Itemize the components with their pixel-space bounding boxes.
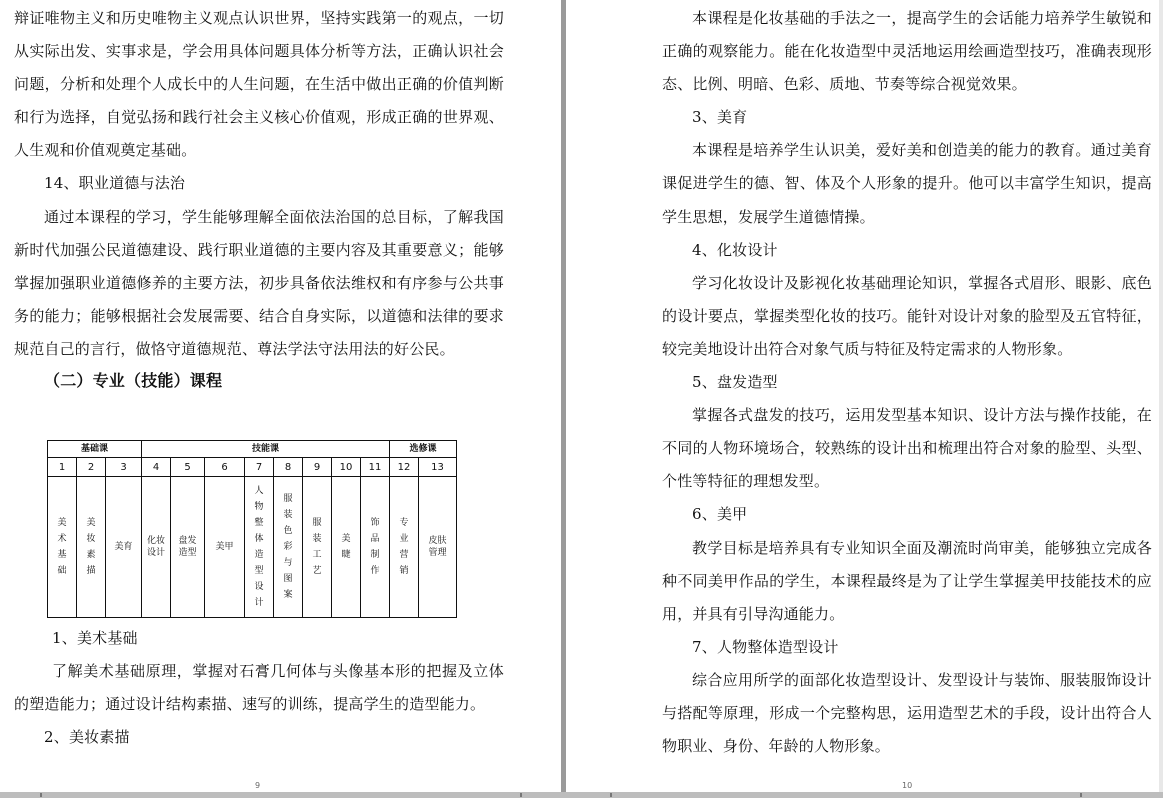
table-course-cell [390,477,419,618]
table-course-cell [48,477,77,618]
section-7-body: 综合应用所学的面部化妆造型设计、发型设计与装饰、服装服饰设计与搭配等原理，形成一个完整构思，运用造型艺术的手段，设计出符合人物职业、身份、年龄的人物形象。 [662,670,1152,756]
table-num: 8 [274,458,303,477]
table-num: 1 [48,458,77,477]
scrollbar-edge[interactable] [1159,0,1163,792]
table-num: 4 [142,458,171,477]
section-1-body: 了解美术基础原理，掌握对石膏几何体与头像基本形的把握及立体的塑造能力；通过设计结构素描、速写的训练，提高学生的造型能力。 [14,662,504,714]
bottom-ruler [0,792,1163,798]
table-group-skill: 技能课 [142,441,390,458]
table-num: 11 [361,458,390,477]
ruler-tick [520,793,522,797]
heading-professional-courses: （二）专业（技能）课程 [44,371,223,391]
page-text-left [14,2,504,396]
course-name: 人物整体造型设计 [254,486,264,608]
table-group-elective: 选修课 [390,441,457,458]
course-name: 服装工艺 [312,518,322,576]
course-name: 盘发造型 [178,536,197,558]
paragraph-continued: 辩证唯物主义和历史唯物主义观点认识世界，坚持实践第一的观点，一切从实际出发、实事求是，学会用具体问题具体分析等方法，正确认识社会问题，分析和处理个人成长中的人生问题，在生活中做出正确的价值判断和行为选择，自觉弘扬和践行社会主义核心价值观，形成正确的世界观、人生观和价值观奠定基础。 [14,9,504,160]
page-number: 9 [255,781,261,790]
table-course-cell [106,477,142,618]
course-table-container [47,440,457,618]
course-name: 美妆素描 [86,518,96,576]
section-4-body: 学习化妆设计及影视化妆基础理论知识，掌握各式眉形、眼影、底色的设计要点，掌握类型化妆的技巧。能针对设计对象的脸型及五官特征，较完美地设计出符合对象气质与特征及特定需求的人物形象。 [662,273,1152,358]
section-7-title: 7、人物整体造型设计 [692,637,839,656]
course-name: 美育 [114,542,133,552]
table-course-cell [303,477,332,618]
intro-body: 本课程是化妆基础的手法之一，提高学生的会话能力培养学生敏锐和正确的观察能力。能在化妆造型中灵活地运用绘画造型技巧，准确表现形态、比例、明暗、色彩、质地、节奏等综合视觉效果。 [662,9,1152,94]
section-5-title: 5、盘发造型 [692,373,778,392]
table-num: 10 [332,458,361,477]
table-course-cell [245,477,274,618]
section-6-title: 6、美甲 [692,505,748,524]
section-1-title: 1、美术基础 [52,629,138,647]
table-num: 13 [419,458,457,477]
table-course-cell [171,477,205,618]
table-num: 9 [303,458,332,477]
table-course-cell [77,477,106,618]
page-text-right [662,2,1152,763]
course-table [47,440,457,618]
course-name: 美甲 [215,542,234,552]
course-name: 美术基础 [57,518,67,576]
section-14-body: 通过本课程的学习，学生能够理解全面依法治国的总目标，了解我国新时代加强公民道德建设、践行职业道德的主要内容及其重要意义；能够掌握加强职业道德修养的主要方法，初步具备依法维权和有序参与公共事务的能力；能够根据社会发展需要、结合自身实际，以道德和法律的要求规范自己的言行，做恪守道德规范、尊法学法守法用法的好公民。 [14,207,504,358]
document-page-right [566,0,1163,792]
course-name: 饰品制作 [370,518,380,576]
section-3-title: 3、美育 [692,108,748,127]
page-number: 10 [902,781,913,790]
table-num: 5 [171,458,205,477]
section-2-title: 2、美妆素描 [44,728,130,747]
table-group-basic: 基础课 [48,441,142,458]
section-6-body: 教学目标是培养具有专业知识全面及潮流时尚审美，能够独立完成各种不同美甲作品的学生，本课程最终是为了让学生掌握美甲技能技术的应用，并具有引导沟通能力。 [662,538,1152,623]
table-course-cell [274,477,303,618]
table-course-cell [205,477,245,618]
ruler-tick [40,793,42,797]
course-name: 专业营销 [399,518,409,576]
table-num: 2 [77,458,106,477]
table-course-cell [332,477,361,618]
ruler-tick [1080,793,1082,797]
section-14-title: 14、职业道德与法治 [44,174,186,193]
document-page-left [0,0,561,792]
course-name: 服装色彩与图案 [283,494,293,600]
table-course-cell [361,477,390,618]
table-num: 7 [245,458,274,477]
table-num: 12 [390,458,419,477]
course-name: 美睫 [341,534,351,560]
table-course-cell [142,477,171,618]
ruler-tick [610,793,612,797]
section-5-body: 掌握各式盘发的技巧，运用发型基本知识、设计方法与操作技能，在不同的人物环境场合，较熟练的设计出和梳理出符合对象的脸型、头型、个性等特征的理想发型。 [662,406,1152,491]
course-name: 皮肤管理 [428,536,447,558]
section-3-body: 本课程是培养学生认识美，爱好美和创造美的能力的教育。通过美育课促进学生的德、智、体及个人形象的提升。他可以丰富学生知识，提高学生思想，发展学生道德情操。 [662,141,1152,226]
course-name: 化妆设计 [146,536,165,558]
page-text-left-lower [14,622,504,754]
table-num: 3 [106,458,142,477]
section-4-title: 4、化妆设计 [692,240,778,259]
table-num: 6 [205,458,245,477]
table-course-cell [419,477,457,618]
